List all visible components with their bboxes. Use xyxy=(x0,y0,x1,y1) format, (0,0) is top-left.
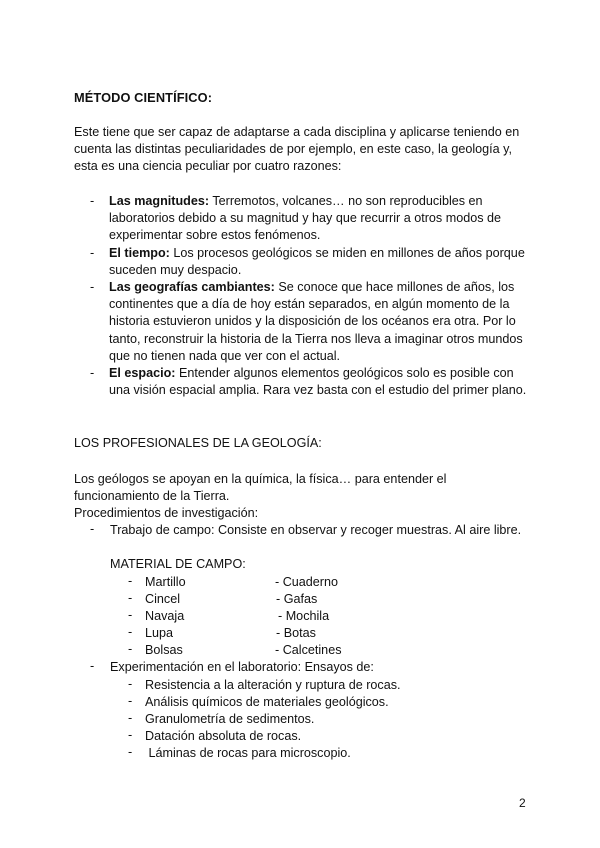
lab-item: Análisis químicos de materiales geológicos. xyxy=(145,695,389,709)
material-item: Bolsas xyxy=(145,643,183,657)
section-intro: Los geólogos se apoyan en la química, la física… para entender el funcionamiento de la Tierra. xyxy=(74,472,447,503)
material-item: Cincel xyxy=(145,592,180,606)
page-number: 2 xyxy=(519,796,526,810)
intro-paragraph: Este tiene que ser capaz de adaptarse a cada disciplina y aplicarse teniendo en cuenta las distintas peculiaridades de por ejemplo, en este caso, la geología y, esta es una ciencia peculiar por cuatro razones: xyxy=(74,125,520,173)
material-heading: MATERIAL DE CAMPO: xyxy=(110,557,246,571)
lab-item: Láminas de rocas para microscopio. xyxy=(145,746,351,760)
lab-item: Datación absoluta de rocas. xyxy=(145,729,302,743)
procedures-label: Procedimientos de investigación: xyxy=(74,506,259,520)
reasons-list xyxy=(88,193,533,399)
material-item: - Mochila xyxy=(278,609,330,623)
material-item: Martillo xyxy=(145,575,186,589)
material-item: Navaja xyxy=(145,609,185,623)
reason-item: - El espacio: Entender algunos elementos geológicos solo es posible con una visión espacial amplia. Rara vez basta con el estudio del primer plano. xyxy=(90,366,527,398)
reason-item: - Las geografías cambiantes: Se conoce que hace millones de años, los continentes que a día de hoy están separados, en algún momento de la historia estuvieron unidos y la disposición de los océanos era otra. Por lo tanto, reconstruir la historia de la Tierra nos lleva a imaginar otros mundos que no tienen nada que ver con el actual. xyxy=(90,280,523,363)
reason-item: - Las magnitudes: Terremotos, volcanes… no son reproducibles en laboratorios debido a su magnitud y hay que recurrir a otros modos de experimentar sobre estos fenómenos. xyxy=(90,194,502,243)
material-item: Lupa xyxy=(145,626,174,640)
reason-text: Se conoce que hace millones de años, los continentes que a día de hoy están separados, en algún momento de la historia estuvieron unidos y la disposición de los océanos era otra. Por lo tanto, reconstruir la historia de la Tierra nos lleva a imaginar otros mundos que no tienen nada que ver con el actual. xyxy=(109,280,523,363)
fieldwork-item: Trabajo de campo: Consiste en observar y recoger muestras. Al aire libre. xyxy=(110,523,522,537)
reason-text: Los procesos geológicos se miden en millones de años porque suceden muy despacio. xyxy=(109,245,525,277)
lab-item: Resistencia a la alteración y ruptura de rocas. xyxy=(145,678,401,692)
reason-item: - El tiempo: Los procesos geológicos se miden en millones de años porque suceden muy despacio. xyxy=(90,245,525,277)
lab-item: Granulometría de sedimentos. xyxy=(145,712,315,726)
material-item: - Cuaderno xyxy=(275,575,339,589)
reason-term: Las geografías cambiantes: xyxy=(109,280,275,295)
section-heading: LOS PROFESIONALES DE LA GEOLOGÍA: xyxy=(74,436,322,450)
material-item: - Calcetines xyxy=(275,643,342,657)
material-item: - Gafas xyxy=(276,592,318,606)
reason-text: Terremotos, volcanes… no son reproducibles en laboratorios debido a su magnitud y hay que recurrir a otros modos de experimentar sobre estos fenómenos. xyxy=(109,194,502,243)
reason-text: Entender algunos elementos geológicos solo es posible con una visión espacial amplia. Rara vez basta con el estudio del primer plano. xyxy=(109,366,527,398)
reason-term: El espacio: xyxy=(109,366,176,381)
lab-work-item: Experimentación en el laboratorio: Ensayos de: xyxy=(110,660,374,674)
material-item: - Botas xyxy=(276,626,316,640)
document-page: MÉTODO CIENTÍFICO: Este tiene que ser capaz de adaptarse a cada disciplina y aplicarse teniendo en cuenta las distintas peculiaridades de por ejemplo, en este caso, la geología y, esta es una ciencia peculiar por cuatro razones: - Las magnitudes: Terremotos, volcanes… no son reproducibles en laboratorios debido a su magnitud y hay que recurrir a otros modos de experimentar sobre estos fenómenos. - El tiempo: Los procesos geológicos se miden en millones de años porque suceden muy despacio. - Las geografías cambiantes: Se conoce que hace millones de años, los continentes que a día de hoy están separados, en algún momento de la historia estuvieron unidos y la disposición de los océanos era otra. Por lo tanto, reconstruir la historia de la Tierra nos lleva a imaginar otros mundos que no tienen nada que ver con el actual. - El espacio: Entender algunos elementos geológicos solo es posible con una visión espacial amplia. Rara vez basta con el estudio del primer plano. LOS PROFESIONALES DE LA GEOLOGÍA: Los geólogos se apoyan en la química, la física… para entender el funcionamiento de la Tierra. Procedimientos de investigación: - Trabajo de campo: Consiste en observar y recoger muestras. Al aire libre. MATERIAL DE CAMPO: - Martillo - Cuaderno - Cincel - Gafas - Navaja - Mochila - Lupa - Botas - Bolsas - Calcetines - Experimentación en el laboratorio: Ensayos de: - Resistencia a la alteración y ruptura de rocas. - Análisis químicos de materiales geológicos. - Granulometría de sedimentos. - Datación absoluta de rocas. - Láminas de rocas para microscopio. 2 xyxy=(0,0,600,848)
reason-term: Las magnitudes: xyxy=(109,194,210,208)
page-title: MÉTODO CIENTÍFICO: xyxy=(74,90,213,105)
reason-term: El tiempo: xyxy=(109,245,170,260)
